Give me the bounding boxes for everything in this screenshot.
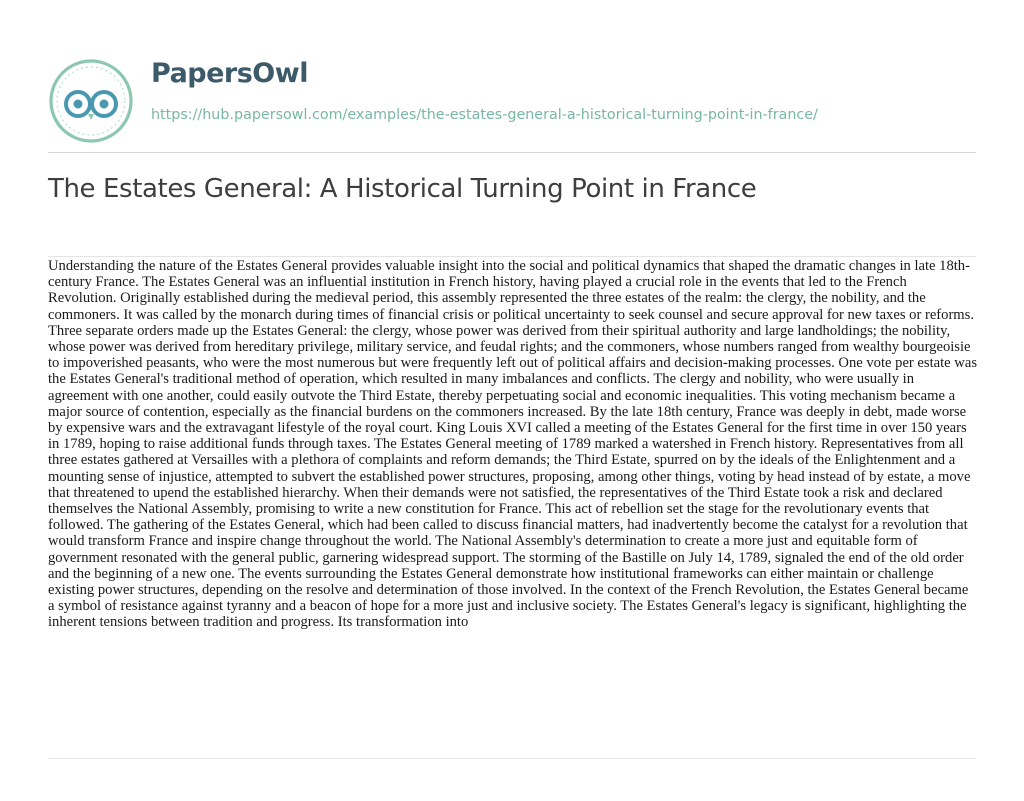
footer-divider [48, 758, 976, 759]
header-divider [48, 152, 976, 153]
site-header [48, 42, 988, 142]
brand-name[interactable]: PapersOwl [151, 58, 308, 89]
page-title: The Estates General: A Historical Turning Point in France [48, 174, 757, 204]
source-url-link[interactable]: https://hub.papersowl.com/examples/the-estates-general-a-historical-turning-point-in-france/ [151, 107, 818, 123]
title-divider [48, 256, 976, 257]
essay-body-text: Understanding the nature of the Estates General provides valuable insight into the social and political dynamics that shaped the dramatic changes in late 18th-century France. The Estates General was an influential institution in French history, having played a crucial role in the events that led to the French Revolution. Originally established during the medieval period, this assembly represented the three estates of the realm: the clergy, the nobility, and the commoners. It was called by the monarch during times of financial crisis or political uncertainty to seek counsel and secure approval for new taxes or reforms. Three separate orders made up the Estates General: the clergy, whose power was derived from their spiritual authority and large landholdings; the nobility, whose power was derived from hereditary privilege, military service, and feudal rights; and the commoners, whose numbers ranged from wealthy bourgeoisie to impoverished peasants, who were the most numerous but were frequently left out of political affairs and decision-making processes. One vote per estate was the Estates General's traditional method of operation, which resulted in many imbalances and conflicts. The clergy and nobility, who were usually in agreement with one another, could easily outvote the Third Estate, thereby perpetuating social and economic inequalities. This voting mechanism became a major source of contention, especially as the financial burdens on the commoners increased. By the late 18th century, France was deeply in debt, made worse by expensive wars and the extravagant lifestyle of the royal court. King Louis XVI called a meeting of the Estates General for the first time in over 150 years in 1789, hoping to raise additional funds through taxes. The Estates General meeting of 1789 marked a watershed in French history. Representatives from all three estates gathered at Versailles with a plethora of complaints and reform demands; the Third Estate, spurred on by the ideals of the Enlightenment and a mounting sense of injustice, attempted to subvert the established power structures, proposing, among other things, voting by head instead of by estate, a move that threatened to upend the established hierarchy. When their demands were not satisfied, the representatives of the Third Estate took a risk and declared themselves the National Assembly, promising to write a new constitution for France. This act of rebellion set the stage for the revolutionary events that followed. The gathering of the Estates General, which had been called to discuss financial matters, had inadvertently become the catalyst for a revolution that would transform France and inspire change throughout the world. The National Assembly's determination to create a more just and equitable form of government resonated with the general public, garnering widespread support. The storming of the Bastille on July 14, 1789, signaled the end of the old order and the beginning of a new one. The events surrounding the Estates General demonstrate how institutional frameworks can either maintain or challenge existing power structures, depending on the resolve and determination of those involved. In the context of the French Revolution, the Estates General became a symbol of resistance against tyranny and a beacon of hope for a more just and inclusive society. The Estates General's legacy is significant, highlighting the inherent tensions between tradition and progress. Its transformation into [48, 258, 977, 631]
owl-eyes-logo-icon[interactable] [48, 58, 134, 144]
